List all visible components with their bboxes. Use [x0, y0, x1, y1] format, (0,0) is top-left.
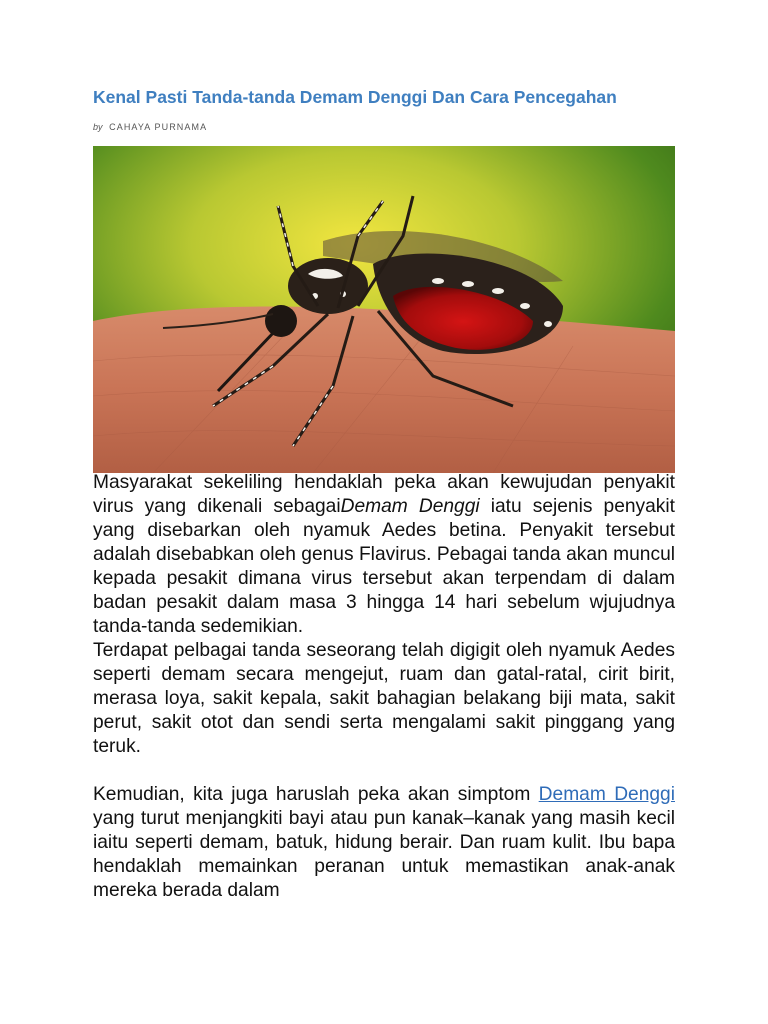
paragraph-3-text-a: Kemudian, kita juga haruslah peka akan simptom	[93, 784, 539, 805]
paragraph-3-text-b: yang turut menjangkiti bayi atau pun kanak–kanak yang masih kecil iaitu seperti demam, batuk, hidung berair. Dan ruam kulit. Ibu bapa hendaklah memainkan peranan untuk memastikan anak-anak mereka berada dalam	[93, 808, 675, 901]
paragraph-2: Terdapat pelbagai tanda seseorang telah digigit oleh nyamuk Aedes seperti demam secara mengejut, ruam dan gatal-ratal, cirit birit, merasa loya, sakit kepala, sakit bahagian belakang biji mata, sakit perut, sakit otot dan sendi serta mengalami sakit pinggang yang teruk.	[93, 640, 675, 757]
paragraph-1-text-a: Masyarakat sekeliling hendaklah peka akan kewujudan penyakit virus yang dikenali sebagai	[93, 472, 675, 517]
paragraph-1-text-b: iatu sejenis penyakit yang disebarkan oleh nyamuk Aedes betina. Penyakit tersebut adalah disebabkan oleh genus Flavirus. Pebagai tanda akan muncul kepada pesakit dimana virus tersebut akan terpendam di dalam badan pesakit dalam masa 3 hingga 14 hari sebelum wjujudnya tanda-tanda sedemikian.	[93, 496, 675, 637]
paragraph-3	[93, 783, 675, 903]
paragraph-1	[93, 471, 675, 639]
byline	[93, 122, 207, 132]
hero-image	[93, 146, 675, 473]
paragraph-1-emphasis: Demam Denggi	[340, 496, 480, 517]
article-title: Kenal Pasti Tanda-tanda Demam Denggi Dan Cara Pencegahan	[93, 87, 617, 107]
byline-prefix: by	[93, 122, 103, 132]
demam-denggi-link[interactable]: Demam Denggi	[538, 784, 675, 805]
mosquito-photo	[93, 146, 675, 473]
author-name: CAHAYA PURNAMA	[109, 122, 208, 132]
article-body	[93, 471, 675, 903]
